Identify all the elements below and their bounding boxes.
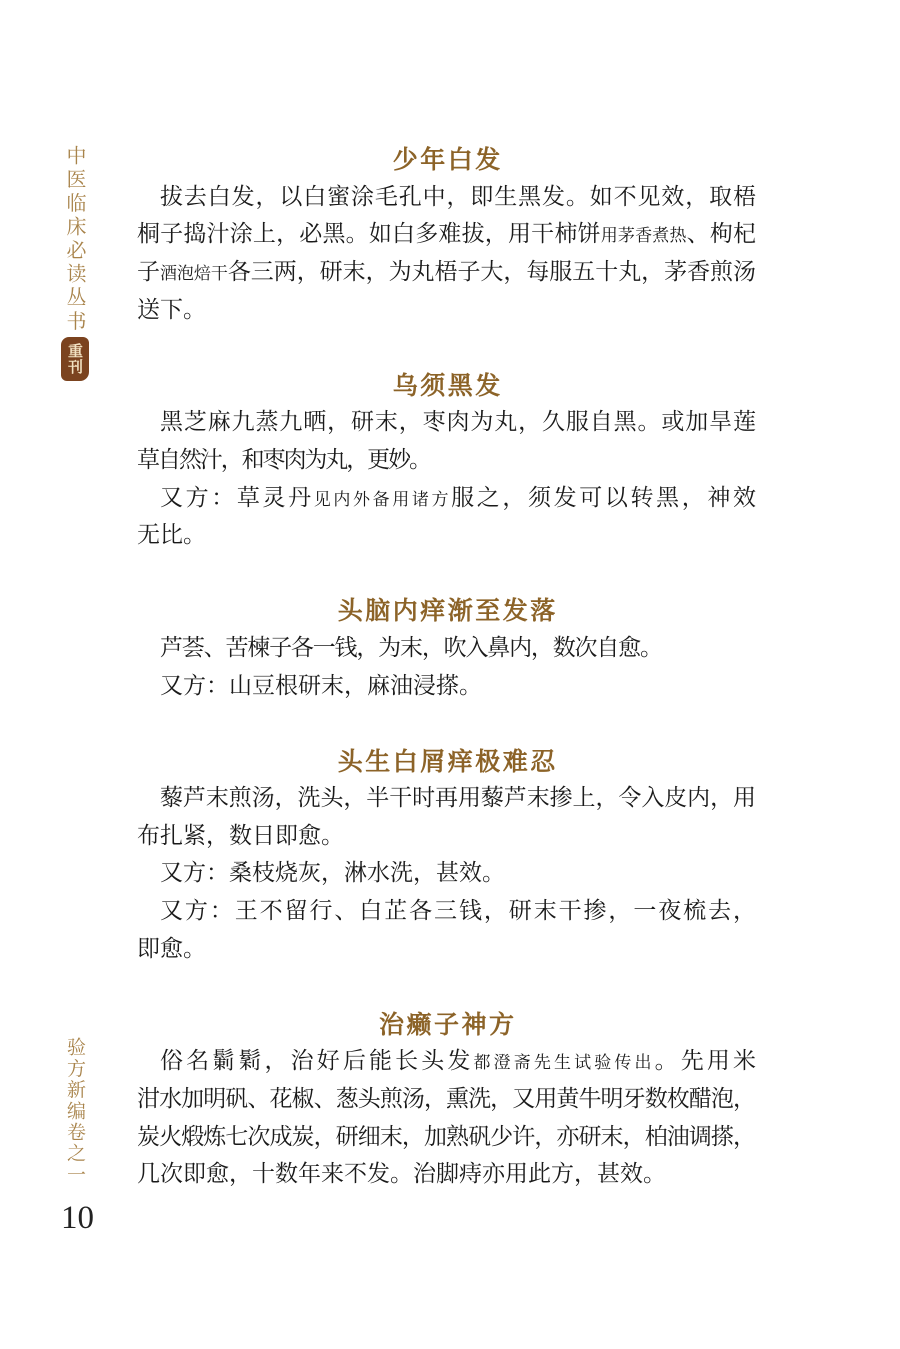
- line-tail: 、枸杞: [686, 221, 757, 248]
- text-line: [137, 931, 756, 969]
- line-text: 几次即愈，十数年来不发。治脚痔亦用此方，甚效。: [137, 1161, 666, 1188]
- text-line: [137, 254, 756, 292]
- line-tail: 服之，须发可以转黑，神效: [451, 484, 759, 511]
- recipe-section: [137, 743, 756, 969]
- seal-text: 重刊: [66, 343, 84, 375]
- line-text: 草自然汁，和枣肉为丸，更妙。: [137, 446, 430, 473]
- text-line: [160, 893, 756, 931]
- main-text-column: [137, 141, 760, 1194]
- line-main: 俗名鬎鬁，治好后能长头发: [160, 1048, 474, 1075]
- section-heading: 头生白屑痒极难忍: [337, 746, 558, 776]
- line-text: 拔去白发，以白蜜涂毛孔中，即生黑发。如不见效，取梧: [160, 183, 757, 210]
- text-line: [137, 1119, 756, 1157]
- recipe-section: [137, 141, 756, 329]
- line-text: 无比。: [137, 522, 206, 549]
- annotation-note: 都澄斋先生试验传出: [473, 1053, 655, 1074]
- section-heading: 乌须黑发: [392, 370, 503, 400]
- annotation-note: 酒泡焙干: [159, 263, 228, 284]
- text-line: [137, 1156, 756, 1194]
- line-text: [137, 259, 756, 285]
- reprint-seal: [61, 337, 89, 381]
- line-main: 子: [137, 258, 160, 285]
- text-line: [160, 179, 756, 217]
- line-tail: 。先用米: [654, 1048, 760, 1075]
- line-text: 芦荟、苦楝子各一钱，为末，吹入鼻内，数次自愈。: [160, 634, 662, 661]
- text-line: [160, 780, 756, 818]
- text-line: [160, 855, 756, 893]
- line-text: 送下。: [137, 296, 206, 323]
- section-heading: 少年白发: [392, 145, 503, 175]
- line-text: 又方：山豆根研末，麻油浸搽。: [160, 672, 482, 699]
- line-text: 又方：桑枝烧灰，淋水洗，甚效。: [160, 860, 505, 887]
- line-text: [160, 1048, 759, 1074]
- page-number: 10: [61, 1200, 94, 1236]
- line-main: 桐子捣汁涂上，必黑。如白多难拔，用干柿饼: [137, 221, 601, 248]
- line-text: [137, 221, 756, 247]
- recipe-section: [137, 367, 759, 555]
- line-text: 又方：王不留行、白芷各三钱，研末干掺，一夜梳去，: [160, 898, 758, 925]
- text-line: [160, 1043, 760, 1081]
- volume-title: 验方新编卷之一: [64, 1037, 86, 1186]
- text-line: [160, 630, 663, 668]
- section-heading: 治癞子神方: [378, 1009, 517, 1039]
- text-line: [137, 517, 756, 555]
- line-text: 泔水加明矾、花椒、葱头煎汤，熏洗，又用黄牛明牙数枚醋泡，: [137, 1086, 756, 1113]
- text-line: [160, 668, 756, 706]
- recipe-section: [137, 592, 756, 705]
- text-line: [137, 442, 432, 480]
- text-line: [137, 216, 756, 254]
- line-text: 黑芝麻九蒸九晒，研末，枣肉为丸，久服自黑。或加旱莲: [160, 409, 757, 436]
- line-text: [160, 485, 759, 511]
- text-line: [137, 292, 756, 330]
- text-line: [137, 818, 756, 856]
- annotation-note: 用茅香煮热: [600, 226, 687, 247]
- line-text: 炭火煅炼七次成炭，研细末，加熟矾少许，亦研末，柏油调搽，: [137, 1123, 756, 1150]
- section-heading: 头脑内痒渐至发落: [337, 596, 558, 626]
- annotation-note: 见内外备用诸方: [313, 489, 452, 510]
- line-text: 即愈。: [137, 935, 206, 962]
- line-tail: 各三两，研末，为丸梧子大，每服五十丸，茅香煎汤: [227, 258, 756, 285]
- line-main: 又方：草灵丹: [160, 484, 314, 511]
- recipe-section: [137, 1006, 760, 1194]
- line-text: 藜芦末煎汤，洗头，半干时再用藜芦末掺上，令入皮内，用: [160, 785, 756, 812]
- line-text: 布扎紧，数日即愈。: [137, 822, 344, 849]
- text-line: [137, 1081, 756, 1119]
- text-line: [160, 404, 756, 442]
- series-title: 中医临床必读丛书: [63, 145, 87, 334]
- text-line: [160, 480, 759, 518]
